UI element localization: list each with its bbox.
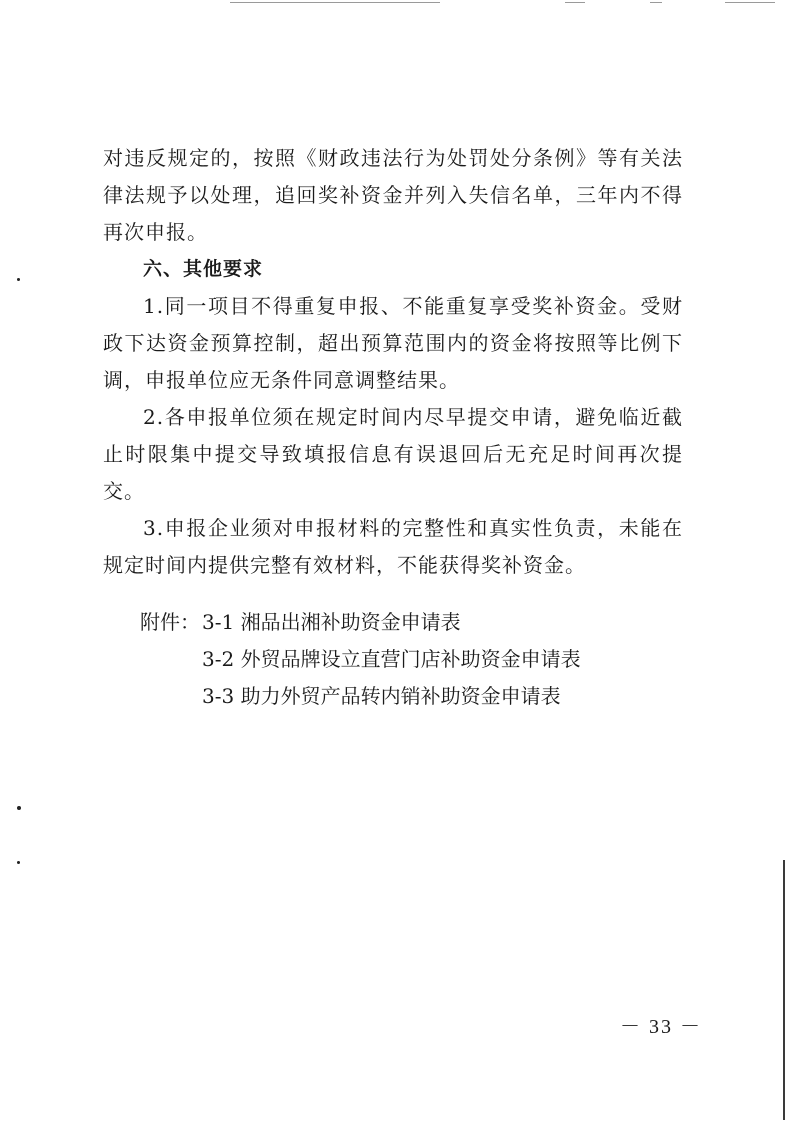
section-heading-other-requirements: 六、其他要求	[143, 258, 264, 280]
attachment-item-label: 3-1 湘品出湘补助资金申请表	[202, 610, 461, 634]
scan-artifact-top-line	[725, 2, 775, 3]
scan-artifact-dot	[17, 861, 20, 864]
scan-artifact-right-edge	[783, 860, 785, 1120]
paragraph-violation-handling: 对违反规定的，按照《财政违法行为处罚处分条例》等有关法律法规予以处理，追回奖补资金并列入失信名单，三年内不得再次申报。	[103, 146, 683, 244]
scan-artifact-top-line	[565, 2, 585, 3]
body-text	[103, 140, 683, 584]
paragraph-requirement-1: 1.同一项目不得重复申报、不能重复享受奖补资金。受财政下达资金预算控制，超出预算范围内的资金将按照等比例下调，申报单位应无条件同意调整结果。	[103, 294, 683, 392]
paragraph-requirement-3: 3.申报企业须对申报材料的完整性和真实性负责，未能在规定时间内提供完整有效材料，不能获得奖补资金。	[103, 516, 683, 577]
attachment-item-label: 3-3 助力外贸产品转内销补助资金申请表	[202, 684, 561, 708]
scan-artifact-dot	[17, 278, 20, 281]
attachment-item	[140, 604, 700, 641]
attachment-item	[140, 678, 700, 715]
attachment-item	[140, 641, 700, 678]
attachments-list	[140, 604, 700, 715]
scan-artifact-top-line	[650, 2, 662, 3]
scan-artifact-dot	[17, 806, 21, 810]
scan-artifact-top-line	[230, 2, 440, 3]
page-number: － 33 －	[620, 1016, 702, 1038]
attachments-label: 附件：	[140, 610, 200, 634]
attachment-item-label: 3-2 外贸品牌设立直营门店补助资金申请表	[202, 647, 581, 671]
paragraph-requirement-2: 2.各申报单位须在规定时间内尽早提交申请，避免临近截止时限集中提交导致填报信息有误退回后无充足时间再次提交。	[103, 405, 683, 503]
